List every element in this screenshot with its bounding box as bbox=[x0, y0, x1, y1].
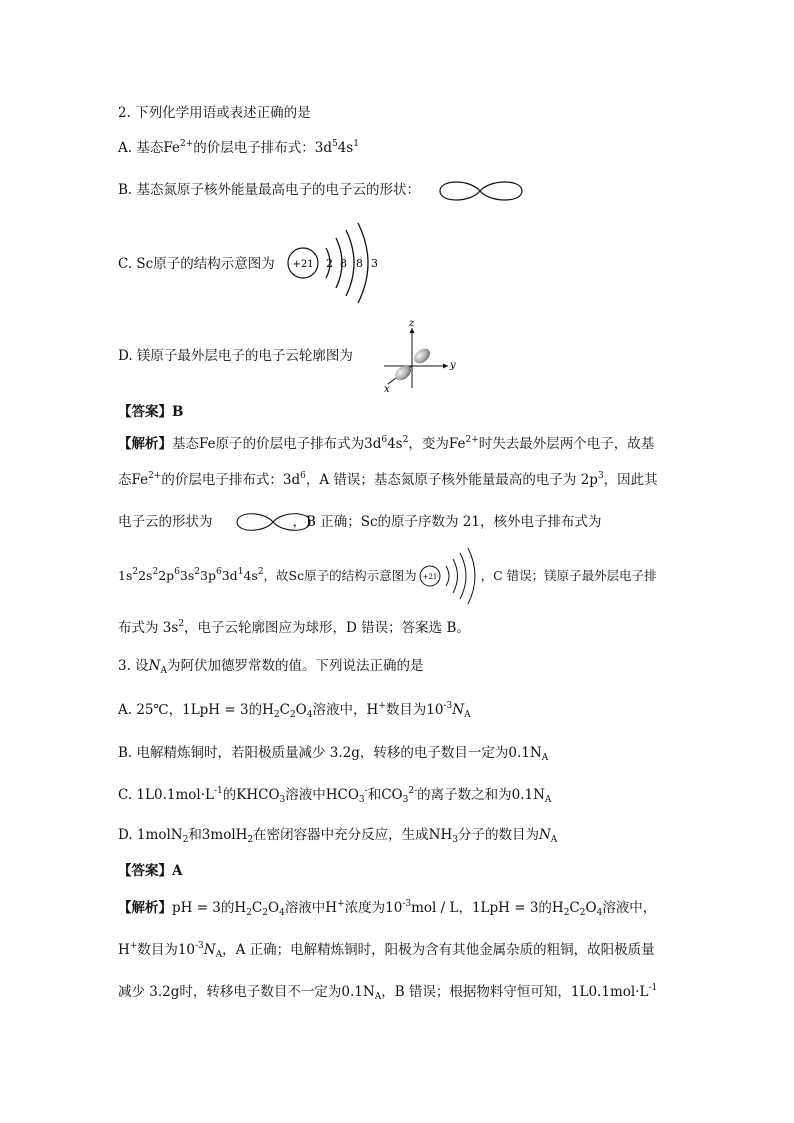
nucleus-charge: +21 bbox=[292, 259, 314, 270]
q3-explanation-line-2: H+数目为$10^{-3}N_A$，A 正确；电解精炼铜时，阳极为含有其他金属杂质的粗铜，故阳极质量 bbox=[118, 941, 655, 960]
q2-explanation-line-4: $1s^22s^22p^63s^23p^63d^14s^2$，故Sc原子的结构示意图为 ，C 错误；镁原子最外层电子排 bbox=[118, 567, 657, 583]
mg-orbital-contour-figure bbox=[376, 316, 466, 396]
sc-atom-structure-diagram bbox=[286, 220, 386, 305]
q3-option-c: C. $1L0.1mol\cdot L^{-1}$的$KHCO_3$溶液中$HCO_3^-$和$CO_3^{2-}$的离子数之和为$0.1N_A$ bbox=[118, 786, 552, 805]
q3-option-d: D. 1molN$_2$和3molH$_2$在密闭容器中充分反应，生成$NH_3$分子的数目为$N_A$ bbox=[118, 827, 558, 845]
q3-option-b: B. 电解精炼铜时，若阳极质量减少 3.2g，转移的电子数目一定为$0.1N_A$ bbox=[118, 745, 549, 763]
nucleus-charge-small: +21 bbox=[422, 573, 438, 581]
q2-option-d: D. 镁原子最外层电子的电子云轮廓图为 bbox=[118, 348, 353, 364]
q2-option-c: C. Sc原子的结构示意图为 bbox=[118, 256, 275, 272]
q2-explanation-line-5: 布式为 $3s^2$，电子云轮廓图应为球形，D 错误；答案选 B。 bbox=[118, 619, 470, 636]
q2-option-a: A. 基态$Fe^{2+}$的价层电子排布式：$3d^54s^1$ bbox=[118, 139, 359, 156]
shell-4-count: 3 bbox=[371, 257, 378, 270]
q3-explanation-line-1: 【解析】pH = 3的$H_2C_2O_4$溶液中H+浓度为$10^{-3}mol$ / L，1LpH = 3的$H_2C_2O_4$溶液中， bbox=[118, 899, 657, 918]
q2-explanation-line-1: 【解析】基态Fe原子的价层电子排布式为$3d^64s^2$，变为$Fe^{2+}$时失去最外层两个电子，故基 bbox=[118, 435, 655, 452]
p-orbital-dumbbell-figure bbox=[436, 176, 526, 206]
q3-stem: 3. 设$N_A$为阿伏加德罗常数的值。下列说法正确的是 bbox=[118, 658, 424, 676]
shell-1-count: 2 bbox=[326, 257, 333, 270]
q3-answer: 【答案】A bbox=[118, 863, 183, 879]
q2-explanation-line-2: 态$Fe^{2+}$的价层电子排布式：$3d^6$，A 错误；基态氮原子核外能量最高的电子为 $2p^3$，因此其 bbox=[118, 471, 658, 488]
q3-option-a: A. 25℃，1LpH = 3的$H_2C_2O_4$溶液中，H+数目为$10^{-3}N_A$ bbox=[118, 701, 471, 720]
axis-y-label: y bbox=[450, 360, 456, 371]
axis-x-label: x bbox=[384, 384, 390, 395]
shell-3-count: 8 bbox=[356, 257, 363, 270]
q3-explanation-line-3: 减少 3.2g时，转移电子数目不一定为$0.1N_A$，B 错误；根据物料守恒可知，$1L0.1mol\cdot L^{-1}$ bbox=[118, 983, 658, 1002]
shell-2-count: 8 bbox=[340, 257, 347, 270]
q2-option-b: B. 基态氮原子核外能量最高电子的电子云的形状： bbox=[118, 182, 421, 198]
q2-explanation-line-3: 电子云的形状为 ，B 正确；Sc的原子序数为 21，核外电子排布式为 bbox=[118, 514, 602, 530]
axis-z-label: z bbox=[409, 318, 415, 329]
sc-atom-structure-inline bbox=[418, 547, 484, 605]
p-orbital-dumbbell-inline bbox=[234, 508, 314, 536]
q2-stem: 2. 下列化学用语或表述正确的是 bbox=[118, 105, 311, 121]
q2-answer: 【答案】B bbox=[118, 404, 184, 420]
